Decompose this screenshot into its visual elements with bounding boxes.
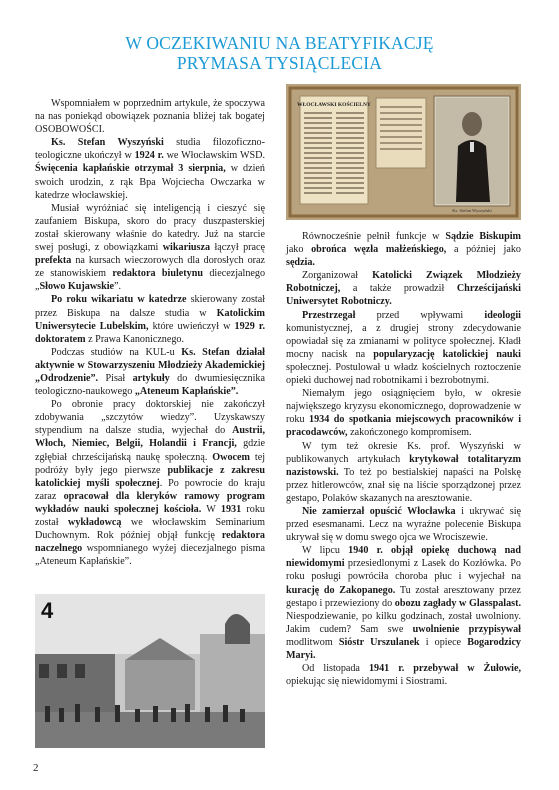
bold-text: popularyzację katolickiej nauki — [373, 348, 521, 360]
bold-text: obrońca węzła małżeńskiego, — [311, 244, 447, 256]
bold-text: obozu zagłady w Glasspalast. — [394, 597, 521, 609]
text-run: Niespodziewanie, po kilku godzinach, został uwolniony. Jakim cudem? Sam swe — [286, 610, 521, 635]
bold-text: „Ateneum Kapłańskie”. — [134, 386, 239, 398]
bold-text: Sióstr Urszulanek — [338, 636, 420, 648]
bold-text: Austrii, Włoch, Niemiec, Belgii, Holandii i Francji, — [35, 425, 265, 450]
text-run: z Prawa Kanonicznego. — [85, 333, 185, 345]
bold-text: Po roku wikariatu w katedrze — [51, 294, 187, 306]
bold-text: wykładowcą — [68, 517, 122, 528]
text-run: które uwieńczył w — [148, 320, 235, 332]
left-column — [35, 97, 265, 568]
bold-text: uwolnienie przypisywał — [412, 623, 521, 635]
paragraph — [286, 662, 521, 688]
bold-text: sędzia. — [286, 257, 315, 269]
bold-text: Katolicki Związek Młodzieży Robotniczej, — [286, 270, 521, 295]
text-run: roku został — [35, 503, 265, 528]
paragraph — [35, 97, 265, 136]
bold-text: prefekta — [35, 255, 72, 267]
text-run: Równocześnie pełnił funkcje w — [302, 231, 446, 242]
text-run: i ukrywać się przed esesmanami. Lecz na wyraźne polecenie Biskupa ukrywał się w domu swego ojca we Wrociszewie. — [286, 505, 521, 544]
paragraph — [286, 440, 521, 505]
bold-text: Owocem — [212, 451, 250, 463]
bold-text: redaktora biuletynu — [112, 268, 203, 280]
bold-text: Ks. Stefan działał aktywnie w Stowarzyszeniu Młodzieży Akademickiej „Odrodzenie”. — [35, 346, 265, 384]
paragraph — [35, 136, 265, 201]
text-run: przesiedlonymi z Lasek do Kozłówka. Po roku posługi powróciła choroba płuc i wyjechał na — [286, 558, 521, 583]
bold-text: ideologii — [484, 309, 521, 321]
bold-text: 1940 r. objął opiekę duchową nad niewidomymi — [286, 545, 521, 570]
text-run: we Włocławskim WSD. — [163, 150, 265, 162]
text-run: Niemałym jego osiągnięciem było, w okresie największego kryzysu ekonomicznego, doprowadzenie w roku — [286, 388, 521, 426]
bold-text: kurację do Zakopanego. — [286, 584, 396, 596]
text-run: To też po bestialskiej napaści na Polskę przez hitlerowców, znał się na liście sporządzonej przez gestapo, Polaków skazanych na aresztowanie. — [286, 466, 521, 504]
text-run: Po obronie pracy doktorskiej nie zakończył zdobywania „szczytów wiedzy”. Uzyskawszy stypendium na dalsze studia, wyjechał do — [35, 399, 265, 437]
text-run: Pisał — [98, 372, 133, 384]
text-run: W lipcu — [302, 545, 349, 557]
right-column — [286, 230, 521, 688]
paragraph — [286, 309, 521, 388]
paragraph — [35, 202, 265, 294]
bold-text: publikacje z zakresu katolickiej myśli społecznej — [35, 464, 265, 489]
photo-caption: Ks. Stefan Wyszyński — [452, 208, 492, 213]
bold-text: 1929 r. doktoratem — [35, 320, 265, 345]
paragraph — [35, 398, 265, 568]
text-run: ”. — [114, 281, 122, 293]
text-run: tej podróży były jego pierwsze — [35, 451, 266, 476]
bold-text: 1934 do spotkania miejscowych pracowników i pracodawców, — [286, 414, 522, 439]
bold-text: 1931 — [220, 503, 242, 515]
bold-text: krytykował totalitaryzm nazistowski. — [286, 453, 521, 478]
photo-street-scene — [35, 594, 265, 748]
text-run: modlitwom — [286, 636, 339, 648]
text-run: do dwumiesięcznika teologiczno-naukowego — [35, 372, 265, 398]
article-title-line2: PRYMASA TYSIĄCLECIA — [176, 53, 383, 73]
paragraph — [35, 346, 265, 398]
bold-text: Sądzie Biskupim — [445, 231, 521, 242]
text-run: Od listopada — [302, 663, 369, 675]
text-run: jako — [286, 244, 312, 256]
bold-text: Katolickim Uniwersytecie Lubelskim, — [35, 307, 265, 332]
text-run: studia filozoficzno-teologiczne ukończył w — [35, 137, 265, 162]
bold-text: Przestrzegał — [302, 309, 356, 321]
text-run: komunistycznej, a z drugiej strony zdecydowanie opowiadał się za zmianami w polityce społecznej. Kładł mocny nacisk na — [286, 322, 521, 360]
photo-poster-and-priest — [286, 84, 521, 220]
bold-text: artykuły — [132, 372, 170, 384]
bold-text: Święcenia kapłańskie otrzymał 3 sierpnia, — [35, 163, 226, 175]
paragraph — [286, 269, 521, 308]
bold-text: Ks. Stefan Wyszyński — [51, 137, 164, 149]
text-run: skierowany został przez Biskupa na dalsze studia w — [35, 294, 266, 319]
poster-title: WŁOCŁAWSKI KOŚCIELNY — [297, 102, 371, 108]
text-run: Podczas studiów na KUL-u — [51, 346, 182, 358]
text-run: we włocławskim Seminarium Duchownym. Rok później objął funkcję — [35, 517, 265, 542]
paragraph — [286, 505, 521, 544]
paragraph — [35, 293, 265, 345]
text-run: W — [201, 503, 221, 515]
bold-text: 1941 r. przebywał w Żułowie, — [368, 663, 521, 675]
text-run: a także prowadził — [340, 283, 457, 295]
text-run: wspomnianego wyżej diecezjalnego pisma „Ateneum Kapłańskie”. — [35, 543, 265, 568]
page-number: 2 — [33, 762, 39, 774]
text-run: Tu został aresztowany przez gestapo i przewieziony do — [286, 584, 522, 609]
text-run: łączył pracę — [210, 242, 265, 254]
paragraph — [286, 230, 521, 269]
bold-text: 1924 r. — [134, 150, 164, 162]
article-title-line1: W OCZEKIWANIU NA BEATYFIKACJĘ — [125, 33, 434, 53]
bold-text: redaktora naczelnego — [35, 530, 265, 555]
bold-text: Chrześcijański Uniwersytet Robotniczy. — [286, 283, 521, 308]
bold-text: Słowo Kujawskie — [39, 281, 115, 293]
text-run: na kursach wieczorowych dla dorosłych oraz ze stanowiskiem — [35, 255, 265, 280]
text-run: W tym też okresie Ks. prof. Wyszyński w publikowanych artykułach — [286, 440, 521, 465]
text-run: społecznej. Postulował u władz kościelnych roztoczenie opieki duchowej nad robotnikami i bezrobotnymi. — [286, 361, 521, 387]
text-run: . Po powrocie do kraju zaraz — [35, 477, 266, 502]
text-run: i opiece — [419, 636, 468, 648]
text-run: Musiał wyróżniać się inteligencją i cieszyć się zaufaniem Biskupa, skoro do pracy duszpasterskiej został skierowany właśnie do katedry. Już na starcie swej posługi, z obowiązkami — [35, 202, 265, 254]
text-run: a później jako — [446, 244, 521, 256]
text-run: zakończonego kompromisem. — [347, 427, 472, 439]
text-run: diecezjalnego „ — [35, 268, 266, 293]
bold-text: wikariusza — [162, 242, 211, 254]
bold-text: Bogarodzicy Maryi. — [286, 636, 521, 661]
bold-text: Nie zamierzał opuścić Włocławka — [302, 505, 456, 517]
text-run: Zorganizował — [302, 270, 373, 282]
text-run: Wspomniałem w poprzednim artykule, że spoczywa na nas poniekąd obowiązek poznania bliżej tak bogatej OSOBOWOŚCI. — [35, 98, 265, 136]
photo-number: 4 — [41, 598, 54, 623]
text-run: gdzie zgłębiał chrześcijańską naukę społeczną. — [35, 438, 265, 463]
bold-text: opracował dla kleryków ramowy program wykładów nauki społecznej kościoła. — [35, 490, 265, 515]
text-run: w dzień swoich urodzin, z rąk Bpa Wojciecha Owczarka w katedrze włocławskiej. — [35, 163, 265, 201]
text-run: przed wpływami — [355, 309, 485, 321]
paragraph — [286, 387, 521, 439]
paragraph — [286, 544, 521, 662]
text-run: opiekując się niewidomymi i Siostrami. — [286, 676, 448, 688]
